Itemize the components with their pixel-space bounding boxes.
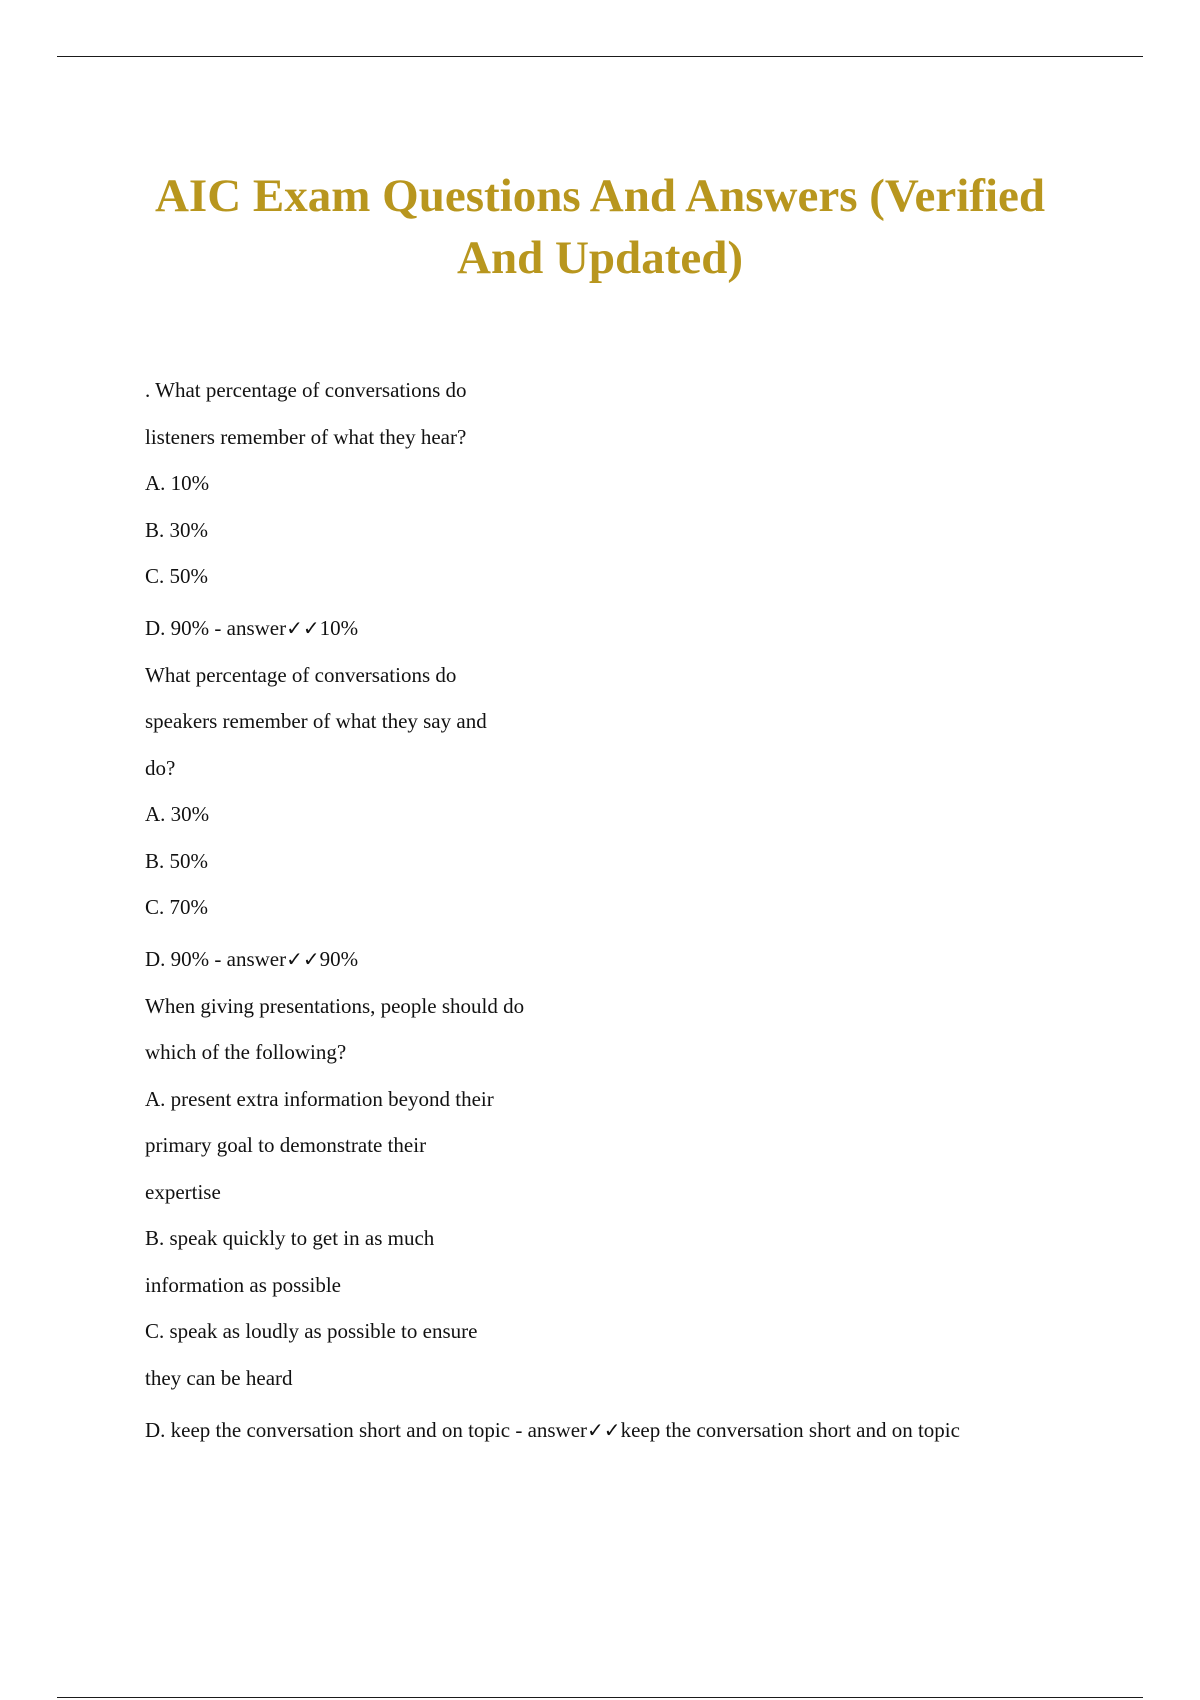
answer-prefix: D. keep the conversation short and on topic - answer	[145, 1417, 588, 1442]
header-rule	[57, 56, 1143, 57]
question-2-option-c: C. 70%	[145, 895, 208, 919]
question-3-option-a-line-1: A. present extra information beyond their	[145, 1086, 494, 1111]
question-3-option-b-line-1: B. speak quickly to get in as much	[145, 1226, 435, 1250]
document-title	[100, 165, 1100, 289]
question-1-line-2: listeners remember of what they hear?	[145, 424, 467, 449]
answer-value: keep the conversation short and on topic	[620, 1417, 960, 1442]
question-3-option-c-line-2: they can be heard	[145, 1365, 293, 1390]
question-1-option-d-answer	[145, 616, 1145, 641]
answer-value: 10%	[319, 616, 359, 640]
double-check-icon: ✓✓	[286, 947, 320, 971]
question-3-line-2: which of the following?	[145, 1040, 347, 1064]
question-1-line-1: . What percentage of conversations do	[145, 378, 467, 402]
question-list	[145, 378, 1145, 1464]
title-line-2: And Updated)	[457, 232, 743, 284]
answer-prefix: D. 90% - answer	[145, 947, 287, 971]
question-2-option-b: B. 50%	[145, 848, 208, 873]
question-3-option-a-line-2: primary goal to demonstrate their	[145, 1133, 427, 1157]
question-2-option-a: A. 30%	[145, 802, 210, 826]
answer-value: 90%	[319, 947, 359, 971]
question-2-line-3: do?	[145, 755, 176, 780]
answer-prefix: D. 90% - answer	[145, 616, 287, 640]
footer-rule	[57, 1697, 1143, 1698]
question-1-option-b: B. 30%	[145, 517, 208, 542]
question-1-option-c: C. 50%	[145, 564, 208, 588]
question-2-line-2: speakers remember of what they say and	[145, 709, 487, 733]
question-3-option-d-answer	[145, 1418, 1145, 1443]
question-3-option-b-line-2: information as possible	[145, 1272, 341, 1297]
question-3-option-c-line-1: C. speak as loudly as possible to ensure	[145, 1319, 478, 1343]
double-check-icon: ✓✓	[587, 1417, 621, 1442]
question-1-option-a: A. 10%	[145, 471, 210, 495]
question-2-option-d-answer	[145, 947, 1145, 972]
question-2-line-1: What percentage of conversations do	[145, 662, 457, 687]
question-3-line-1: When giving presentations, people should do	[145, 993, 525, 1018]
double-check-icon: ✓✓	[286, 616, 320, 640]
title-line-1: AIC Exam Questions And Answers (Verified	[154, 170, 1046, 222]
question-3-option-a-line-3: expertise	[145, 1179, 221, 1204]
